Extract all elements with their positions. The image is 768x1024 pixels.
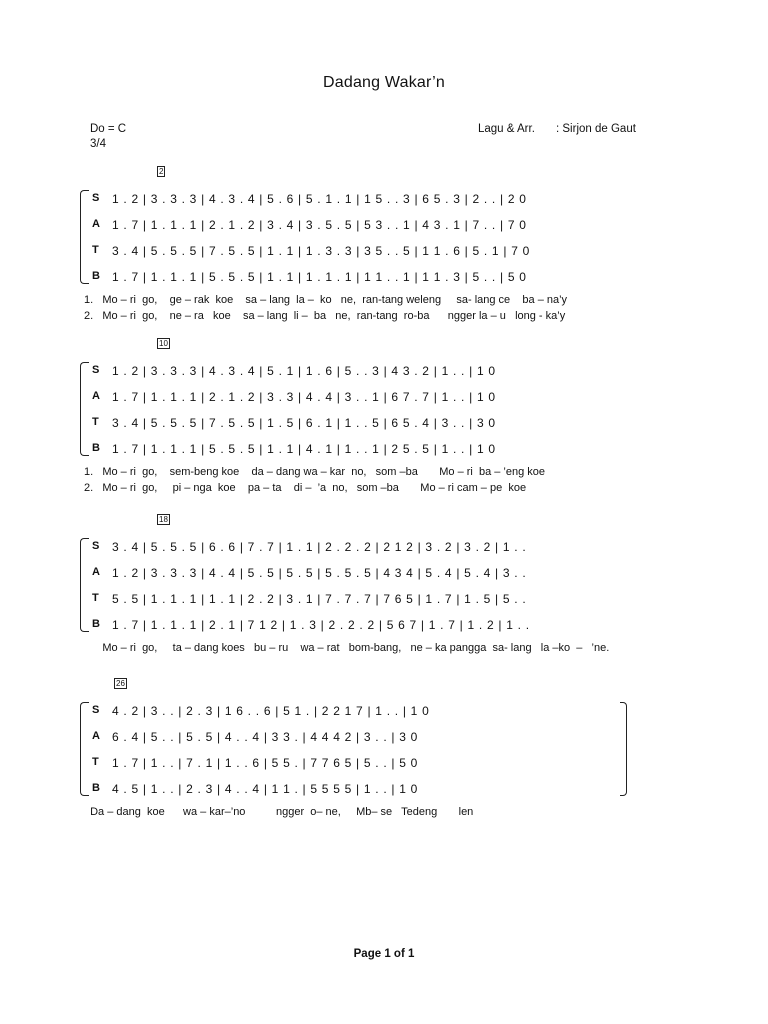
- voice-label: S: [92, 540, 100, 552]
- voice-notes: 4 . 5 | 1 . . | 2 . 3 | 4 . . 4 | 1 1 . | 5 5 5 5 | 1 . . | 1 0: [112, 782, 418, 796]
- voice-notes: 1 . 2 | 3 . 3 . 3 | 4 . 3 . 4 | 5 . 6 | 5 . 1 . 1 | 1 5 . . 3 | 6 5 . 3 | 2 . . | 2 0: [112, 192, 527, 206]
- score-system-2: [80, 339, 730, 494]
- measure-number: 10: [159, 339, 168, 348]
- voice-row-tenor: [80, 750, 730, 776]
- voice-label: S: [92, 704, 100, 716]
- voice-label: B: [92, 442, 100, 454]
- voice-notes: 6 . 4 | 5 . . | 5 . 5 | 4 . . 4 | 3 3 . | 4 4 4 2 | 3 . . | 3 0: [112, 730, 418, 744]
- voice-row-tenor: [80, 410, 730, 436]
- voice-label: A: [92, 390, 100, 402]
- voice-row-bass: [80, 436, 730, 462]
- voice-notes: 4 . 2 | 3 . . | 2 . 3 | 1 6 . . 6 | 5 1 . | 2 2 1 7 | 1 . . | 1 0: [112, 704, 429, 718]
- voice-notes: 3 . 4 | 5 . 5 . 5 | 7 . 5 . 5 | 1 . 5 | 6 . 1 | 1 . . 5 | 6 5 . 4 | 3 . . | 3 0: [112, 416, 496, 430]
- voice-row-soprano: [80, 534, 730, 560]
- score-system-3: [80, 515, 730, 654]
- voice-notes: 3 . 4 | 5 . 5 . 5 | 6 . 6 | 7 . 7 | 1 . 1 | 2 . 2 . 2 | 2 1 2 | 3 . 2 | 3 . 2 | 1 . .: [112, 540, 526, 554]
- score-system-1: [80, 167, 730, 322]
- voice-label: A: [92, 218, 100, 230]
- voice-row-tenor: [80, 586, 730, 612]
- voice-row-soprano: [80, 186, 730, 212]
- lyric-line: 2. Mo – ri go, ne – ra koe sa – lang li – ba ne, ran-tang ro-ba ngger la – u long - ka’y: [84, 310, 566, 322]
- measure-number: 26: [116, 679, 125, 688]
- page-footer: Page 1 of 1: [353, 948, 415, 960]
- voice-label: T: [92, 244, 99, 256]
- voice-notes: 1 . 7 | 1 . 1 . 1 | 2 . 1 | 7 1 2 | 1 . 3 | 2 . 2 . 2 | 5 6 7 | 1 . 7 | 1 . 2 | 1 . .: [112, 618, 530, 632]
- voice-notes: 1 . 7 | 1 . 1 . 1 | 5 . 5 . 5 | 1 . 1 | 1 . 1 . 1 | 1 1 . . 1 | 1 1 . 3 | 5 . . | 5 0: [112, 270, 527, 284]
- time-signature: 3/4: [90, 138, 106, 150]
- lyric-line: 2. Mo – ri go, pi – nga koe pa – ta di – ’a no, som –ba Mo – ri cam – pe koe: [84, 482, 527, 494]
- voice-label: B: [92, 270, 100, 282]
- voice-rows: [80, 186, 730, 290]
- voice-label: T: [92, 592, 99, 604]
- voice-notes: 5 . 5 | 1 . 1 . 1 | 1 . 1 | 2 . 2 | 3 . 1 | 7 . 7 . 7 | 7 6 5 | 1 . 7 | 1 . 5 | 5 . .: [112, 592, 526, 606]
- voice-rows: [80, 358, 730, 462]
- voice-label: T: [92, 756, 99, 768]
- measure-number: 18: [159, 515, 168, 524]
- voice-label: S: [92, 192, 100, 204]
- voice-rows: [80, 534, 730, 638]
- song-title: Dadang Wakar’n: [323, 74, 445, 91]
- voice-row-bass: [80, 264, 730, 290]
- voice-label: A: [92, 566, 100, 578]
- voice-notes: 1 . 7 | 1 . 1 . 1 | 5 . 5 . 5 | 1 . 1 | 4 . 1 | 1 . . 1 | 2 5 . 5 | 1 . . | 1 0: [112, 442, 496, 456]
- voice-row-bass: [80, 776, 730, 802]
- lyric-line: 1. Mo – ri go, sem-beng koe da – dang wa – kar no, som –ba Mo – ri ba – ’eng koe: [84, 466, 546, 478]
- voice-row-soprano: [80, 358, 730, 384]
- voice-row-alto: [80, 384, 730, 410]
- voice-notes: 1 . 7 | 1 . . | 7 . 1 | 1 . . 6 | 5 5 . | 7 7 6 5 | 5 . . | 5 0: [112, 756, 418, 770]
- lyric-line: Da – dang koe wa – kar–’no ngger o– ne, Mb– se Tedeng len: [84, 806, 474, 818]
- lyric-line: 1. Mo – ri go, ge – rak koe sa – lang la – ko ne, ran-tang weleng sa- lang ce ba – na’y: [84, 294, 568, 306]
- voice-row-tenor: [80, 238, 730, 264]
- voice-notes: 1 . 7 | 1 . 1 . 1 | 2 . 1 . 2 | 3 . 3 | 4 . 4 | 3 . . 1 | 6 7 . 7 | 1 . . | 1 0: [112, 390, 496, 404]
- key-signature: Do = C: [90, 123, 127, 135]
- voice-notes: 1 . 2 | 3 . 3 . 3 | 4 . 4 | 5 . 5 | 5 . 5 | 5 . 5 . 5 | 4 3 4 | 5 . 4 | 5 . 4 | 3 . .: [112, 566, 526, 580]
- measure-number: 2: [159, 167, 164, 176]
- voice-label: B: [92, 782, 100, 794]
- score-system-4: [80, 679, 730, 828]
- credit-label: Lagu & Arr.: [478, 123, 535, 135]
- voice-notes: 3 . 4 | 5 . 5 . 5 | 7 . 5 . 5 | 1 . 1 | 1 . 3 . 3 | 3 5 . . 5 | 1 1 . 6 | 5 . 1 | 7 0: [112, 244, 530, 258]
- voice-row-alto: [80, 724, 730, 750]
- voice-label: T: [92, 416, 99, 428]
- voice-row-bass: [80, 612, 730, 638]
- voice-row-alto: [80, 560, 730, 586]
- voice-row-alto: [80, 212, 730, 238]
- voice-notes: 1 . 7 | 1 . 1 . 1 | 2 . 1 . 2 | 3 . 4 | 3 . 5 . 5 | 5 3 . . 1 | 4 3 . 1 | 7 . . | 7 0: [112, 218, 527, 232]
- voice-label: S: [92, 364, 100, 376]
- voice-notes: 1 . 2 | 3 . 3 . 3 | 4 . 3 . 4 | 5 . 1 | 1 . 6 | 5 . . 3 | 4 3 . 2 | 1 . . | 1 0: [112, 364, 496, 378]
- lyric-line: Mo – ri go, ta – dang koes bu – ru wa – rat bom-bang, ne – ka pangga sa- lang la –ko – ’ne.: [84, 642, 610, 654]
- voice-label: B: [92, 618, 100, 630]
- voice-rows: [80, 698, 730, 802]
- credit-value: : Sirjon de Gaut: [556, 123, 636, 135]
- voice-label: A: [92, 730, 100, 742]
- voice-row-soprano: [80, 698, 730, 724]
